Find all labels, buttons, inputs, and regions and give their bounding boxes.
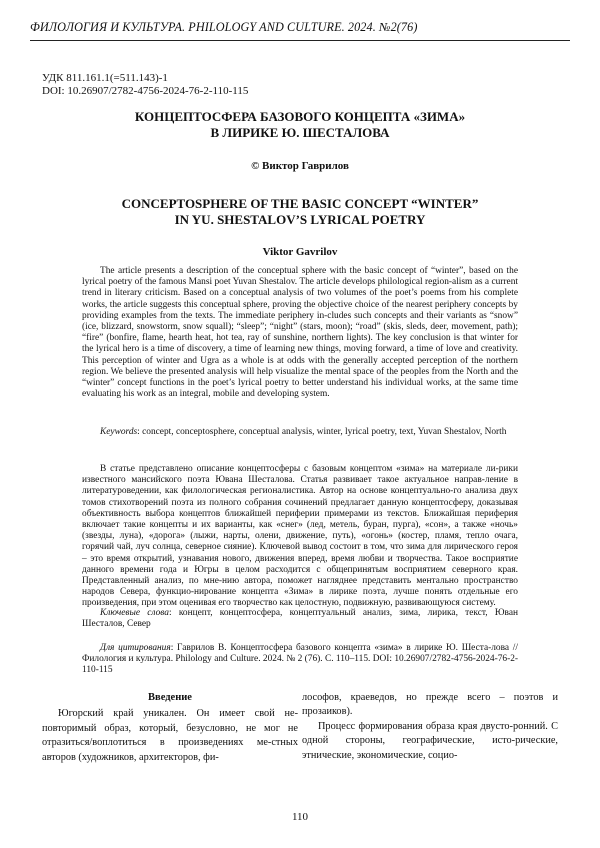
body-column-right	[302, 691, 558, 763]
udk-code: УДК 811.161.1(=511.143)-1	[42, 72, 168, 84]
title-en-line-2: IN YU. SHESTALOV’S LYRICAL POETRY	[174, 212, 426, 227]
title-en-line-1: CONCEPTOSPHERE OF THE BASIC CONCEPT “WINTER”	[121, 196, 479, 211]
author-en: Viktor Gavrilov	[262, 246, 338, 258]
abstract-ru: В статье представлено описание концептосферы с базовым концептом «зима» на материале ли-рики известного мансийского поэта Ювана Шесталова. Статья развивает такое актуальное направ-ление в литературоведении, как филологическая регионалистика. Автор на основе концептуально-го анализа двух томов стихотворений поэта из полного собрания сочинений предлагает данную концептосферу, доказывая объективность выбора концептов ближайшей периферии примерами из текстов. Ближайшая периферия включает такие концепты и их варианты, как «снег» (лед, метель, буран, пурга), «сон», а также «ночь» (звезды, луна), «дорога» (лыжи, нарты, олени, движение, путь), «огонь» (костер, пламя, тепло очага, горячий чай, луч солнца, северное сияние). Ключевой вывод состоит в том, что зима для лирического героя – это время открытий, узнавания нового, движения вперед, время любви и творчества. Такое восприятие данного времени года и Югры в целом расходится с общепринятым восприятием северного края. Представленный анализ, по мне-нию автора, поможет нагляднее представить ментально пространство народов Севера, функцио-нирование концепта «Зима» в лирике поэта, лучше понять отдельные его произведения, при этом оценивая его творчество как целостную, подвижную, развивающуюся систему.	[82, 464, 518, 609]
section-heading-introduction: Введение	[148, 692, 192, 703]
article-title-en	[42, 196, 558, 228]
abstract-en: The article presents a description of the conceptual sphere with the basic concept of “winter”, based on the lyrical poetry of the famous Mansi poet Yuvan Shestalov. The article develops philological region-alism as a current trend in literary criticism. Based on a conceptual analysis of two volumes of the poet’s poems from his complete works, the article suggests this conceptual sphere, proving the objective choice of the nearest periphery concepts by providing examples from the texts. The immediate periphery in-cludes such concepts and their variants as “snow” (ice, blizzard, snowstorm, snow squall); “sleep”; “night” (stars, moon); “road” (skis, sleds, deer, movement, path); “fire” (bonfire, flame, hearth heat, hot tea, ray of sunshine, northern lights). The key conclusion is that winter for the lyrical hero is a time of discovery, a time of learning new things, moving forward, a time of love and creativity. This perception of winter and Ugra as a whole is at odds with the generally accepted perception of the northern region. We believe the presented analysis will help visualize the mental space of the peoples from the North and the “winter” concept functions in the poet’s lyrical poetry to better understand his individual works, at the same time evaluating his work as an integral, mobile and developing system.	[82, 266, 518, 400]
keywords-ru-list: : концепт, концептосфера, концептуальный анализ, зима, лирика, текст, Юван Шесталов, Север	[82, 608, 518, 630]
body-paragraph: Югорский край уникален. Он имеет свой не-повторимый образ, который, безусловно, не мог не отразиться/воплотиться в произведениях ме-стных авторов (художников, архитекторов, фи-	[42, 708, 298, 763]
body-paragraph-continued: лософов, краеведов, но прежде всего – поэтов и прозаиков).	[302, 692, 558, 718]
citation-text: : Гаврилов В. Концептосфера базового концепта «зима» в лирике Ю. Шеста-лова // Филология и культура. Philology and Culture. 2024. № 2 (76). С. 110–115. DOI: 10.26907/2782-4756-2024-76-2-110-115	[82, 643, 518, 676]
keywords-en-label: Keywords	[100, 427, 138, 437]
citation-label: Для цитирования	[100, 643, 171, 653]
body-column-left	[42, 691, 298, 765]
citation	[82, 643, 518, 677]
article-identifiers	[42, 72, 248, 98]
page-number: 110	[291, 811, 309, 823]
title-ru-line-1: КОНЦЕПТОСФЕРА БАЗОВОГО КОНЦЕПТА «ЗИМА»	[134, 109, 466, 124]
running-head: ФИЛОЛОГИЯ И КУЛЬТУРА. PHILOLOGY AND CULTURE. 2024. №2(76)	[30, 20, 570, 41]
body-paragraph: Процесс формирования образа края двусто-ронний. С одной стороны, географические, исто-рические, этнические, экономические, социо-	[302, 720, 558, 761]
title-ru-line-2: В ЛИРИКЕ Ю. ШЕСТАЛОВА	[210, 125, 390, 140]
author-ru: © Виктор Гаврилов	[251, 160, 349, 172]
article-title-ru	[42, 109, 558, 141]
keywords-en-list: : concept, conceptosphere, conceptual analysis, winter, lyrical poetry, text, Yuvan Shestalov, North	[137, 427, 507, 437]
keywords-ru-label: Ключевые слова	[100, 608, 169, 618]
keywords-ru	[82, 608, 518, 630]
keywords-en	[82, 427, 518, 438]
doi: DOI: 10.26907/2782-4756-2024-76-2-110-115	[42, 85, 249, 97]
